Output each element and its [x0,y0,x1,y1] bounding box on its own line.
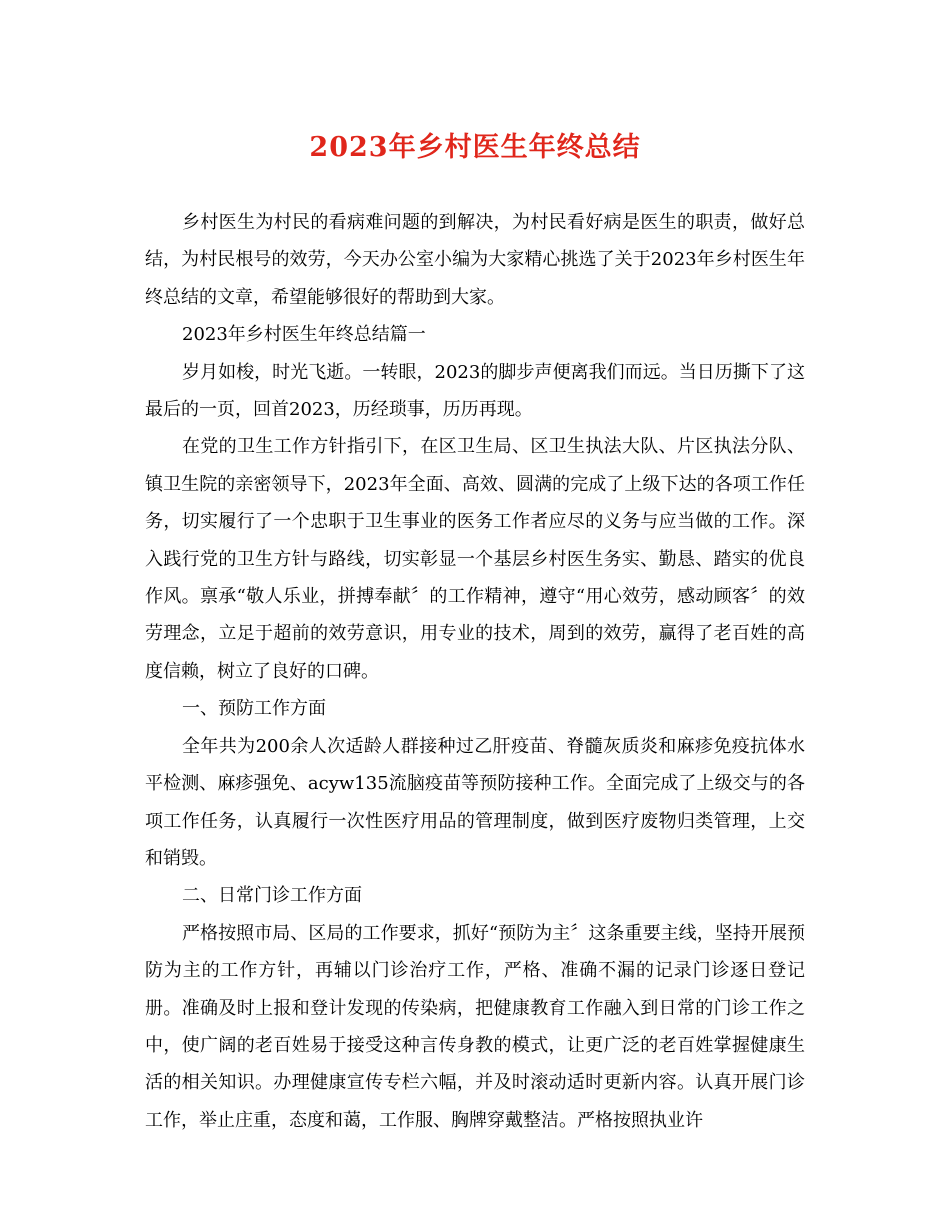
document-title: 2023年乡村医生年终总结 [309,132,641,163]
body-paragraph: 全年共为200余人次适龄人群接种过乙肝疫苗、脊髓灰质炎和麻疹免疫抗体水平检测、麻疹强免、acyw135流脑疫苗等预防接种工作。全面完成了上级交与的各项工作任务，认真履行一次性医疗用品的管理制度，做到医疗废物归类管理，上交和销毁。 [145,735,805,869]
intro-paragraph: 乡村医生为村民的看病难问题的到解决，为村民看好病是医生的职责，做好总结，为村民根号的效劳，今天办公室小编为大家精心挑选了关于2023年乡村医生年终总结的文章，希望能够很好的帮助到大家。 [145,212,805,308]
body-paragraph: 岁月如梭，时光飞逝。一转眼，2023的脚步声便离我们而远。当日历撕下了这最后的一页，回首2023，历经琐事，历历再现。 [145,361,805,421]
subsection-heading: 一、预防工作方面 [182,698,326,720]
subsection-heading: 二、日常门诊工作方面 [182,885,362,907]
body-paragraph: 在党的卫生工作方针指引下，在区卫生局、区卫生执法大队、片区执法分队、镇卫生院的亲密领导下，2023年全面、高效、圆满的完成了上级下达的各项工作任务，切实履行了一个忠职于卫生事业的医务工作者应尽的义务与应当做的工作。深入践行党的卫生方针与路线，切实彰显一个基层乡村医生务实、勤恳、踏实的优良作风。禀承“敬人乐业，拼搏奉献〞的工作精神，遵守“用心效劳，感动顾客〞的效劳理念，立足于超前的效劳意识，用专业的技术，周到的效劳，赢得了老百姓的高度信赖，树立了良好的口碑。 [145,436,805,682]
body-paragraph: 严格按照市局、区局的工作要求，抓好“预防为主〞这条重要主线，坚持开展预防为主的工作方针，再辅以门诊治疗工作，严格、准确不漏的记录门诊逐日登记册。准确及时上报和登计发现的传染病，把健康教育工作融入到日常的门诊工作之中，使广阔的老百姓易于接受这种言传身教的模式，让更广泛的老百姓掌握健康生活的相关知识。办理健康宣传专栏六幅，并及时滚动适时更新内容。认真开展门诊工作，举止庄重，态度和蔼，工作服、胸牌穿戴整洁。严格按照执业许 [145,922,805,1131]
section-heading: 2023年乡村医生年终总结篇一 [182,324,426,346]
document-body [145,204,805,1139]
